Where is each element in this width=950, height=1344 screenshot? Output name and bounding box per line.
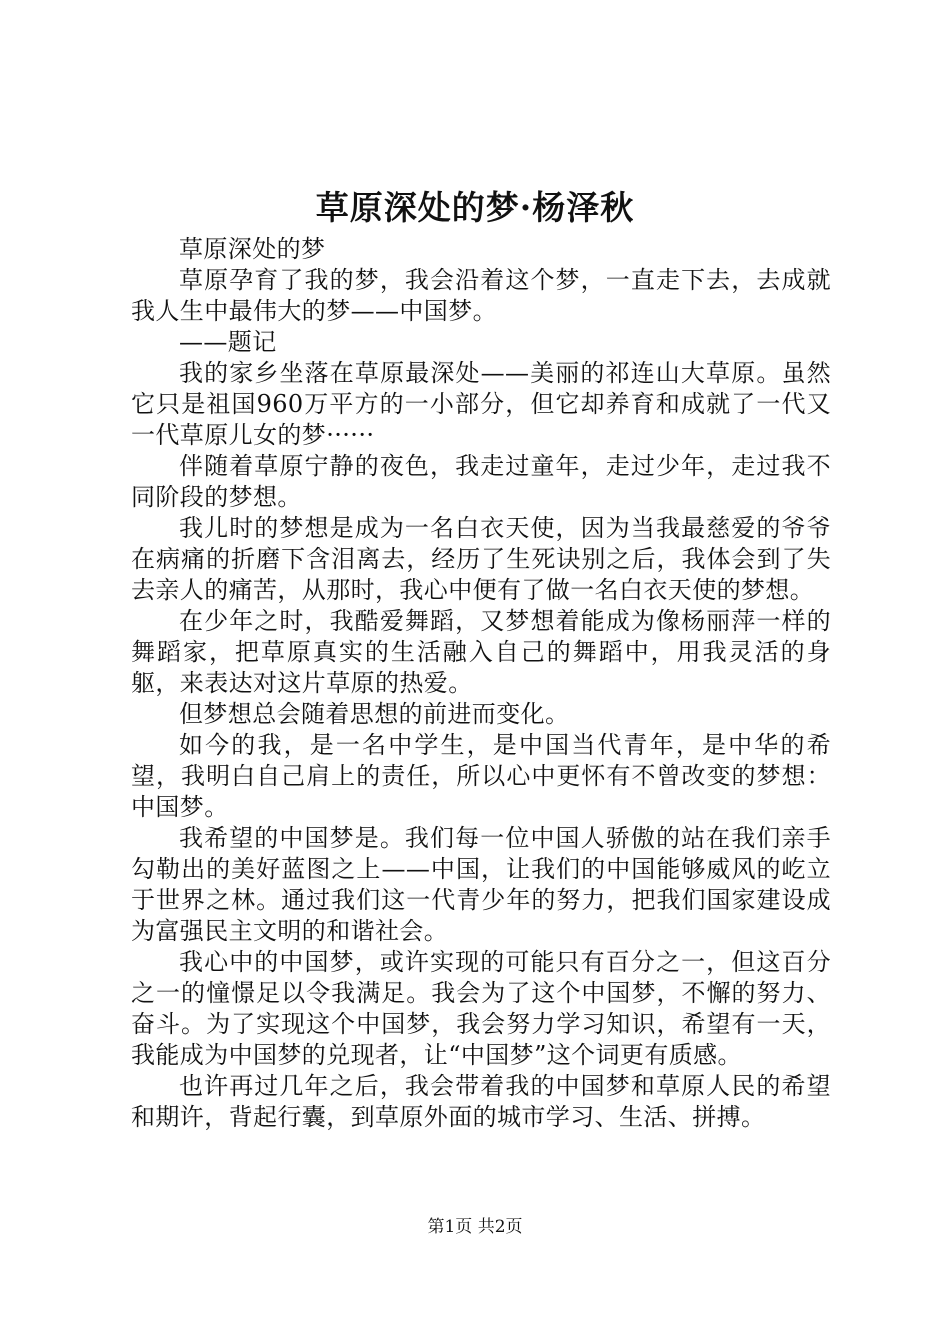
paragraph-childhood-dream: 我儿时的梦想是成为一名白衣天使，因为当我最慈爱的爷爷在病痛的折磨下含泪离去，经历了生死诀别之后，我体会到了失去亲人的痛苦，从那时，我心中便有了做一名白衣天使的梦想。 bbox=[131, 514, 831, 604]
document-title: 草原深处的梦·杨泽秋 bbox=[315, 188, 635, 227]
paragraph-dream-change: 但梦想总会随着思想的前进而变化。 bbox=[179, 700, 570, 728]
paragraph-youth-dream: 在少年之时，我酷爱舞蹈，又梦想着能成为像杨丽萍一样的舞蹈家，把草原真实的生活融入自己的舞蹈中，用我灵活的身躯，来表达对这片草原的热爱。 bbox=[131, 607, 831, 697]
paragraph-china-dream-effort: 我心中的中国梦，或许实现的可能只有百分之一，但这百分之一的憧憬足以令我满足。我会为了这个中国梦，不懈的努力、奋斗。为了实现这个中国梦，我会努力学习知识，希望有一天，我能成为中国梦的兑现者，让“中国梦”这个词更有质感。 bbox=[131, 948, 831, 1069]
paragraph-epigraph: 草原孕育了我的梦，我会沿着这个梦，一直走下去，去成就我人生中最伟大的梦——中国梦。 bbox=[131, 266, 831, 325]
document-body bbox=[131, 234, 831, 1133]
paragraph-subtitle: 草原深处的梦 bbox=[179, 235, 326, 263]
paragraph-hometown: 我的家乡坐落在草原最深处——美丽的祁连山大草原。虽然它只是祖国960万平方的一小部分，但它却养育和成就了一代又一代草原儿女的梦······ bbox=[131, 359, 831, 449]
paragraph-future: 也许再过几年之后，我会带着我的中国梦和草原人民的希望和期许，背起行囊，到草原外面的城市学习、生活、拼搏。 bbox=[131, 1072, 831, 1131]
paragraph-china-dream-hope: 我希望的中国梦是。我们每一位中国人骄傲的站在我们亲手勾勒出的美好蓝图之上——中国，让我们的中国能够威风的屹立于世界之林。通过我们这一代青少年的努力，把我们国家建设成为富强民主文明的和谐社会。 bbox=[131, 824, 831, 945]
paragraph-childhood: 伴随着草原宁静的夜色，我走过童年，走过少年，走过我不同阶段的梦想。 bbox=[131, 452, 831, 511]
paragraph-present: 如今的我，是一名中学生，是中国当代青年，是中华的希望，我明白自己肩上的责任，所以心中更怀有不曾改变的梦想：中国梦。 bbox=[131, 731, 831, 821]
paragraph-epigraph-attribution: ——题记 bbox=[179, 328, 277, 356]
page-footer: 第1页 共2页 bbox=[427, 1217, 523, 1237]
